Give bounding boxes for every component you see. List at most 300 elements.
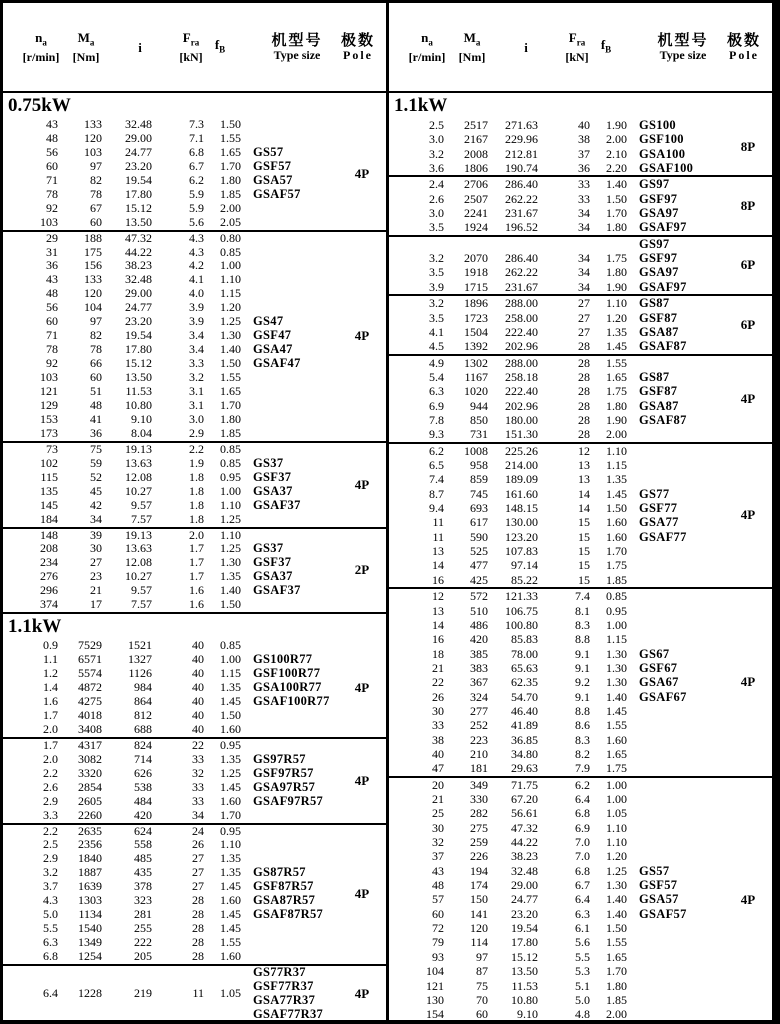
cell-fra: 40 bbox=[192, 721, 204, 736]
cell-fb: 0.85 bbox=[220, 441, 241, 456]
cell-ma: 48 bbox=[90, 397, 102, 412]
table-row bbox=[3, 188, 386, 202]
cell-i: 151.30 bbox=[505, 427, 538, 442]
cell-na: 73 bbox=[46, 441, 58, 456]
model-name: GSF47 bbox=[253, 328, 292, 343]
table-header bbox=[389, 3, 772, 93]
cell-fb: 1.80 bbox=[606, 265, 627, 280]
model-name: GSA100R77 bbox=[253, 680, 322, 695]
cell-na: 1.6 bbox=[43, 693, 58, 708]
cell-ma: 617 bbox=[470, 515, 488, 530]
column-header-pole bbox=[331, 3, 385, 91]
cell-na: 6.3 bbox=[429, 384, 444, 399]
cell-fra: 8.8 bbox=[575, 632, 590, 647]
model-name: GSAF97 bbox=[639, 279, 687, 294]
cell-na: 2.5 bbox=[429, 118, 444, 132]
table-row bbox=[389, 950, 772, 964]
cell-na: 1.7 bbox=[43, 707, 58, 722]
cell-ma: 590 bbox=[470, 529, 488, 544]
cell-na: 115 bbox=[40, 469, 58, 484]
cell-fra: 40 bbox=[578, 118, 590, 132]
cell-ma: 1840 bbox=[78, 851, 102, 866]
cell-ma: 120 bbox=[470, 921, 488, 936]
cell-fra: 40 bbox=[192, 666, 204, 681]
cell-na: 71 bbox=[46, 328, 58, 343]
cell-fb: 1.60 bbox=[220, 893, 241, 908]
model-name: GS57 bbox=[639, 863, 670, 878]
cell-i: 78.00 bbox=[511, 646, 538, 661]
cell-fb: 1.65 bbox=[606, 369, 627, 384]
cell-fb: 1.70 bbox=[220, 807, 241, 822]
cell-i: 56.61 bbox=[511, 806, 538, 821]
cell-ma: 282 bbox=[470, 806, 488, 821]
cell-i: 100.80 bbox=[505, 617, 538, 632]
cell-fb: 1.00 bbox=[606, 777, 627, 792]
cell-i: 864 bbox=[134, 693, 152, 708]
table-row bbox=[3, 556, 386, 570]
model-name: GSA57 bbox=[253, 172, 293, 187]
cell-i: 15.12 bbox=[125, 200, 152, 215]
cell-fb: 1.50 bbox=[220, 597, 241, 612]
data-rows bbox=[389, 296, 772, 353]
cell-fb: 1.40 bbox=[606, 689, 627, 704]
cell-i: 258.18 bbox=[505, 369, 538, 384]
cell-fra: 11 bbox=[192, 985, 204, 1000]
cell-i: 262.22 bbox=[505, 191, 538, 206]
cell-i: 15.12 bbox=[511, 949, 538, 964]
cell-ma: 324 bbox=[470, 689, 488, 704]
model-name: GSAF97R57 bbox=[253, 793, 324, 808]
cell-fb: 1.85 bbox=[606, 992, 627, 1007]
cell-i: 190.74 bbox=[505, 161, 538, 176]
pole-label: 8P bbox=[740, 138, 756, 154]
table-row bbox=[389, 384, 772, 398]
model-name: GSAF97 bbox=[639, 220, 687, 235]
cell-fra: 40 bbox=[192, 638, 204, 653]
cell-i: 824 bbox=[134, 737, 152, 752]
cell-i: 12.08 bbox=[125, 555, 152, 570]
table-row bbox=[389, 251, 772, 265]
cell-fb: 1.75 bbox=[606, 761, 627, 776]
table-row bbox=[3, 639, 386, 653]
cell-fra: 27 bbox=[192, 879, 204, 894]
cell-ma: 1723 bbox=[464, 310, 488, 325]
cell-na: 5.4 bbox=[429, 369, 444, 384]
cell-fb: 1.85 bbox=[220, 186, 241, 201]
cell-na: 6.2 bbox=[429, 443, 444, 458]
table-row bbox=[3, 259, 386, 273]
table-row bbox=[3, 753, 386, 767]
cell-fra: 24 bbox=[192, 823, 204, 838]
cell-ma: 383 bbox=[470, 660, 488, 675]
cell-fra: 7.0 bbox=[575, 835, 590, 850]
cell-na: 71 bbox=[46, 172, 58, 187]
cell-fb: 0.80 bbox=[220, 230, 241, 245]
cell-ma: 3320 bbox=[78, 765, 102, 780]
cell-ma: 1349 bbox=[78, 935, 102, 950]
model-name: GSAF77R37 bbox=[253, 1006, 324, 1020]
cell-i: 17.80 bbox=[125, 342, 152, 357]
cell-na: 36 bbox=[46, 258, 58, 273]
cell-na: 2.9 bbox=[43, 793, 58, 808]
table-row bbox=[389, 979, 772, 993]
cell-fra: 4.0 bbox=[189, 286, 204, 301]
cell-na: 1.4 bbox=[43, 680, 58, 695]
model-name: GSAF67 bbox=[639, 689, 687, 704]
column-header-ma bbox=[61, 3, 111, 91]
cell-i: 558 bbox=[134, 837, 152, 852]
cell-fb: 1.30 bbox=[606, 646, 627, 661]
cell-na: 30 bbox=[432, 820, 444, 835]
model-list bbox=[639, 647, 687, 704]
cell-ma: 27 bbox=[90, 555, 102, 570]
cell-fb: 1.90 bbox=[606, 279, 627, 294]
cell-na: 3.2 bbox=[429, 296, 444, 311]
column-unit-type-size: Type size bbox=[659, 47, 707, 62]
cell-i: 10.27 bbox=[125, 483, 152, 498]
cell-fb: 1.70 bbox=[220, 397, 241, 412]
table-row bbox=[3, 584, 386, 598]
cell-i: 231.67 bbox=[505, 279, 538, 294]
cell-ma: 330 bbox=[470, 792, 488, 807]
cell-fra: 12 bbox=[578, 443, 590, 458]
cell-na: 3.9 bbox=[429, 279, 444, 294]
cell-na: 2.6 bbox=[43, 779, 58, 794]
column-unit-ma: [Nm] bbox=[72, 50, 100, 65]
table-row bbox=[389, 647, 772, 661]
cell-fra: 36 bbox=[578, 161, 590, 176]
cell-ma: 39 bbox=[90, 527, 102, 542]
cell-fb: 1.35 bbox=[220, 851, 241, 866]
table-row bbox=[3, 174, 386, 188]
model-name: GS100R77 bbox=[253, 652, 313, 667]
cell-fb: 1.10 bbox=[220, 527, 241, 542]
model-name: GS67 bbox=[639, 646, 670, 661]
cell-fb: 1.40 bbox=[606, 177, 627, 192]
model-name: GSA87R57 bbox=[253, 893, 316, 908]
cell-fra: 6.7 bbox=[575, 878, 590, 893]
cell-fra: 6.8 bbox=[575, 863, 590, 878]
cell-fb: 0.85 bbox=[220, 455, 241, 470]
table-row bbox=[389, 892, 772, 906]
column-header-ma bbox=[447, 3, 497, 91]
cell-fb: 1.35 bbox=[220, 680, 241, 695]
cell-fra: 27 bbox=[578, 296, 590, 311]
cell-ma: 17 bbox=[90, 597, 102, 612]
cell-fb: 2.00 bbox=[606, 1007, 627, 1020]
cell-ma: 850 bbox=[470, 412, 488, 427]
data-rows bbox=[3, 443, 386, 527]
model-name: GS47 bbox=[253, 314, 284, 329]
cell-fra: 14 bbox=[578, 501, 590, 516]
cell-fra: 28 bbox=[578, 412, 590, 427]
cell-i: 19.13 bbox=[125, 441, 152, 456]
cell-ma: 82 bbox=[90, 328, 102, 343]
cell-fra: 8.8 bbox=[575, 703, 590, 718]
cell-fb: 1.10 bbox=[606, 835, 627, 850]
model-list bbox=[639, 118, 693, 175]
spec-group bbox=[3, 737, 386, 823]
cell-fb: 2.10 bbox=[606, 146, 627, 161]
table-row bbox=[389, 339, 772, 353]
cell-na: 60 bbox=[432, 906, 444, 921]
table-row bbox=[389, 675, 772, 689]
cell-na: 48 bbox=[432, 878, 444, 893]
cell-fra: 3.3 bbox=[189, 356, 204, 371]
cell-fb: 2.20 bbox=[606, 161, 627, 176]
cell-i: 222 bbox=[134, 935, 152, 950]
model-name: GSA77 bbox=[639, 515, 679, 530]
table-row bbox=[3, 471, 386, 485]
cell-i: 44.22 bbox=[125, 244, 152, 259]
cell-na: 22 bbox=[432, 675, 444, 690]
cell-ma: 1896 bbox=[464, 296, 488, 311]
table-row bbox=[3, 809, 386, 823]
cell-ma: 2635 bbox=[78, 823, 102, 838]
table-row bbox=[389, 413, 772, 427]
table-row bbox=[389, 704, 772, 718]
column-subscript-fb: B bbox=[605, 44, 612, 55]
data-rows bbox=[389, 444, 772, 587]
data-rows bbox=[389, 118, 772, 175]
table-row bbox=[389, 935, 772, 949]
cell-na: 32 bbox=[432, 835, 444, 850]
cell-na: 5.0 bbox=[43, 907, 58, 922]
model-list bbox=[253, 866, 323, 922]
spec-group bbox=[3, 527, 386, 613]
cell-fra: 2.9 bbox=[189, 425, 204, 440]
cell-na: 208 bbox=[40, 541, 58, 556]
cell-fra: 9.1 bbox=[575, 689, 590, 704]
cell-i: 12.08 bbox=[125, 469, 152, 484]
table-row bbox=[389, 718, 772, 732]
model-name: GSA47 bbox=[253, 342, 293, 357]
spec-group bbox=[3, 118, 386, 230]
cell-fb: 1.60 bbox=[606, 515, 627, 530]
column-unit-pole: Pole bbox=[343, 47, 373, 62]
cell-na: 7.4 bbox=[429, 472, 444, 487]
cell-na: 3.7 bbox=[43, 879, 58, 894]
cell-fra: 7.1 bbox=[189, 130, 204, 145]
data-rows bbox=[3, 966, 386, 1001]
cell-ma: 175 bbox=[84, 244, 102, 259]
model-name: GSF37 bbox=[253, 469, 292, 484]
cell-na: 47 bbox=[432, 761, 444, 776]
model-name: GSF57 bbox=[639, 878, 678, 893]
table-row bbox=[3, 146, 386, 160]
cell-fb: 1.55 bbox=[606, 935, 627, 950]
cell-fra: 40 bbox=[192, 680, 204, 695]
cell-ma: 3082 bbox=[78, 751, 102, 766]
cell-fb: 0.85 bbox=[220, 638, 241, 653]
cell-na: 43 bbox=[46, 117, 58, 131]
cell-fra: 6.8 bbox=[189, 144, 204, 159]
pole-label: 6P bbox=[740, 316, 756, 332]
cell-ma: 67 bbox=[90, 200, 102, 215]
cell-fb: 0.85 bbox=[220, 244, 241, 259]
cell-i: 32.48 bbox=[511, 863, 538, 878]
column-subscript-ma: a bbox=[475, 37, 481, 48]
cell-fra: 8.3 bbox=[575, 732, 590, 747]
cell-fb: 1.45 bbox=[220, 921, 241, 936]
table-row bbox=[3, 781, 386, 795]
table-row bbox=[389, 118, 772, 132]
cell-ma: 210 bbox=[470, 746, 488, 761]
cell-na: 14 bbox=[432, 617, 444, 632]
cell-i: 1521 bbox=[128, 638, 152, 653]
cell-na: 16 bbox=[432, 572, 444, 587]
model-list bbox=[639, 177, 687, 234]
cell-fb: 1.80 bbox=[220, 411, 241, 426]
cell-na: 14 bbox=[432, 558, 444, 573]
cell-ma: 1806 bbox=[464, 161, 488, 176]
cell-i: 225.26 bbox=[505, 443, 538, 458]
pole-label: 4P bbox=[354, 772, 370, 788]
cell-fb: 1.20 bbox=[220, 300, 241, 315]
cell-ma: 958 bbox=[470, 458, 488, 472]
cell-i: 9.10 bbox=[131, 411, 152, 426]
table-row bbox=[3, 499, 386, 513]
column-subscript-ma: a bbox=[89, 37, 95, 48]
table-row bbox=[389, 472, 772, 486]
cell-fb: 1.40 bbox=[220, 583, 241, 598]
cell-fra: 3.1 bbox=[189, 383, 204, 398]
cell-fb: 1.85 bbox=[220, 425, 241, 440]
cell-i: 13.50 bbox=[125, 369, 152, 384]
table-row bbox=[3, 908, 386, 922]
cell-na: 4.5 bbox=[429, 339, 444, 354]
cell-fra: 15 bbox=[578, 572, 590, 587]
cell-i: 17.80 bbox=[125, 186, 152, 201]
model-name: GSF77R37 bbox=[253, 978, 314, 993]
cell-fb: 1.00 bbox=[220, 652, 241, 667]
spec-group bbox=[389, 118, 772, 175]
cell-na: 7.8 bbox=[429, 412, 444, 427]
table-row bbox=[389, 964, 772, 978]
cell-fb: 1.75 bbox=[606, 251, 627, 266]
cell-ma: 7529 bbox=[78, 638, 102, 653]
column-subscript-fb: B bbox=[219, 44, 226, 55]
cell-fra: 4.2 bbox=[189, 258, 204, 273]
cell-i: 9.57 bbox=[131, 497, 152, 512]
cell-na: 13 bbox=[432, 603, 444, 618]
cell-ma: 2167 bbox=[464, 132, 488, 147]
cell-fb: 1.00 bbox=[606, 792, 627, 807]
model-name: GSAF37 bbox=[253, 583, 301, 598]
cell-ma: 4317 bbox=[78, 737, 102, 752]
cell-fra: 2.2 bbox=[189, 441, 204, 456]
cell-na: 92 bbox=[46, 200, 58, 215]
cell-ma: 275 bbox=[470, 820, 488, 835]
cell-fb: 1.90 bbox=[606, 118, 627, 132]
cell-na: 2.2 bbox=[43, 765, 58, 780]
column-symbol-ma: $M_a$ bbox=[463, 29, 481, 48]
cell-na: 3.5 bbox=[429, 310, 444, 325]
cell-ma: 1302 bbox=[464, 355, 488, 370]
column-unit-pole: Pole bbox=[729, 47, 759, 62]
cell-ma: 944 bbox=[470, 398, 488, 413]
cell-na: 2.9 bbox=[43, 851, 58, 866]
cell-fra: 1.6 bbox=[189, 583, 204, 598]
cell-fra: 27 bbox=[578, 310, 590, 325]
cell-na: 6.9 bbox=[429, 398, 444, 413]
cell-fb: 1.80 bbox=[606, 398, 627, 413]
table-row bbox=[3, 385, 386, 399]
cell-fra: 34 bbox=[578, 206, 590, 221]
cell-i: 7.57 bbox=[131, 597, 152, 612]
column-unit-na: [r/min] bbox=[408, 50, 446, 65]
cell-na: 78 bbox=[46, 186, 58, 201]
cell-ma: 4275 bbox=[78, 693, 102, 708]
cell-i: 123.20 bbox=[505, 529, 538, 544]
cell-ma: 259 bbox=[470, 835, 488, 850]
cell-fra: 13 bbox=[578, 472, 590, 487]
cell-ma: 133 bbox=[84, 117, 102, 131]
cell-i: 46.40 bbox=[511, 703, 538, 718]
cell-ma: 59 bbox=[90, 455, 102, 470]
cell-na: 4.1 bbox=[429, 324, 444, 339]
cell-i: 484 bbox=[134, 793, 152, 808]
cell-fra: 5.6 bbox=[575, 935, 590, 950]
table-row bbox=[3, 894, 386, 908]
cell-fb: 1.00 bbox=[606, 617, 627, 632]
cell-ma: 2241 bbox=[464, 206, 488, 221]
table-row bbox=[389, 573, 772, 587]
cell-na: 6.8 bbox=[43, 948, 58, 963]
column-symbol-type-size: 机型号 bbox=[271, 30, 323, 49]
cell-fb: 1.35 bbox=[220, 865, 241, 880]
cell-na: 20 bbox=[432, 777, 444, 792]
table-row bbox=[389, 311, 772, 325]
cell-i: 288.00 bbox=[505, 296, 538, 311]
cell-fra: 28 bbox=[578, 369, 590, 384]
model-name: GSAF100R77 bbox=[253, 693, 330, 708]
table-row bbox=[389, 487, 772, 501]
cell-ma: 60 bbox=[476, 1007, 488, 1020]
cell-na: 43 bbox=[46, 272, 58, 287]
cell-fra: 40 bbox=[192, 652, 204, 667]
table-row bbox=[389, 296, 772, 310]
table-row bbox=[3, 838, 386, 852]
table-row bbox=[389, 1007, 772, 1020]
cell-i: 231.67 bbox=[505, 206, 538, 221]
cell-fra: 13 bbox=[578, 458, 590, 472]
model-name: GSAF100 bbox=[639, 161, 694, 176]
cell-na: 1.1 bbox=[43, 652, 58, 667]
cell-fra: 38 bbox=[578, 132, 590, 147]
cell-i: 10.80 bbox=[125, 397, 152, 412]
cell-fra: 3.2 bbox=[189, 369, 204, 384]
model-list bbox=[253, 146, 301, 202]
cell-fra: 33 bbox=[192, 751, 204, 766]
cell-fra: 3.4 bbox=[189, 342, 204, 357]
cell-i: 130.00 bbox=[505, 515, 538, 530]
cell-i: 29.00 bbox=[125, 286, 152, 301]
pole-label: 4P bbox=[740, 891, 756, 907]
cell-fb: 1.80 bbox=[606, 978, 627, 993]
cell-fra: 7.9 bbox=[575, 761, 590, 776]
model-name: GSF97 bbox=[639, 251, 678, 266]
cell-i: 13.63 bbox=[125, 541, 152, 556]
cell-fra: 4.1 bbox=[189, 272, 204, 287]
column-unit-fra: [kN] bbox=[565, 50, 589, 65]
cell-i: 222.40 bbox=[505, 384, 538, 399]
cell-i: 258.00 bbox=[505, 310, 538, 325]
table-row bbox=[3, 767, 386, 781]
pole-label: 6P bbox=[740, 257, 756, 273]
cell-i: 23.20 bbox=[125, 314, 152, 329]
cell-fb: 1.55 bbox=[606, 355, 627, 370]
